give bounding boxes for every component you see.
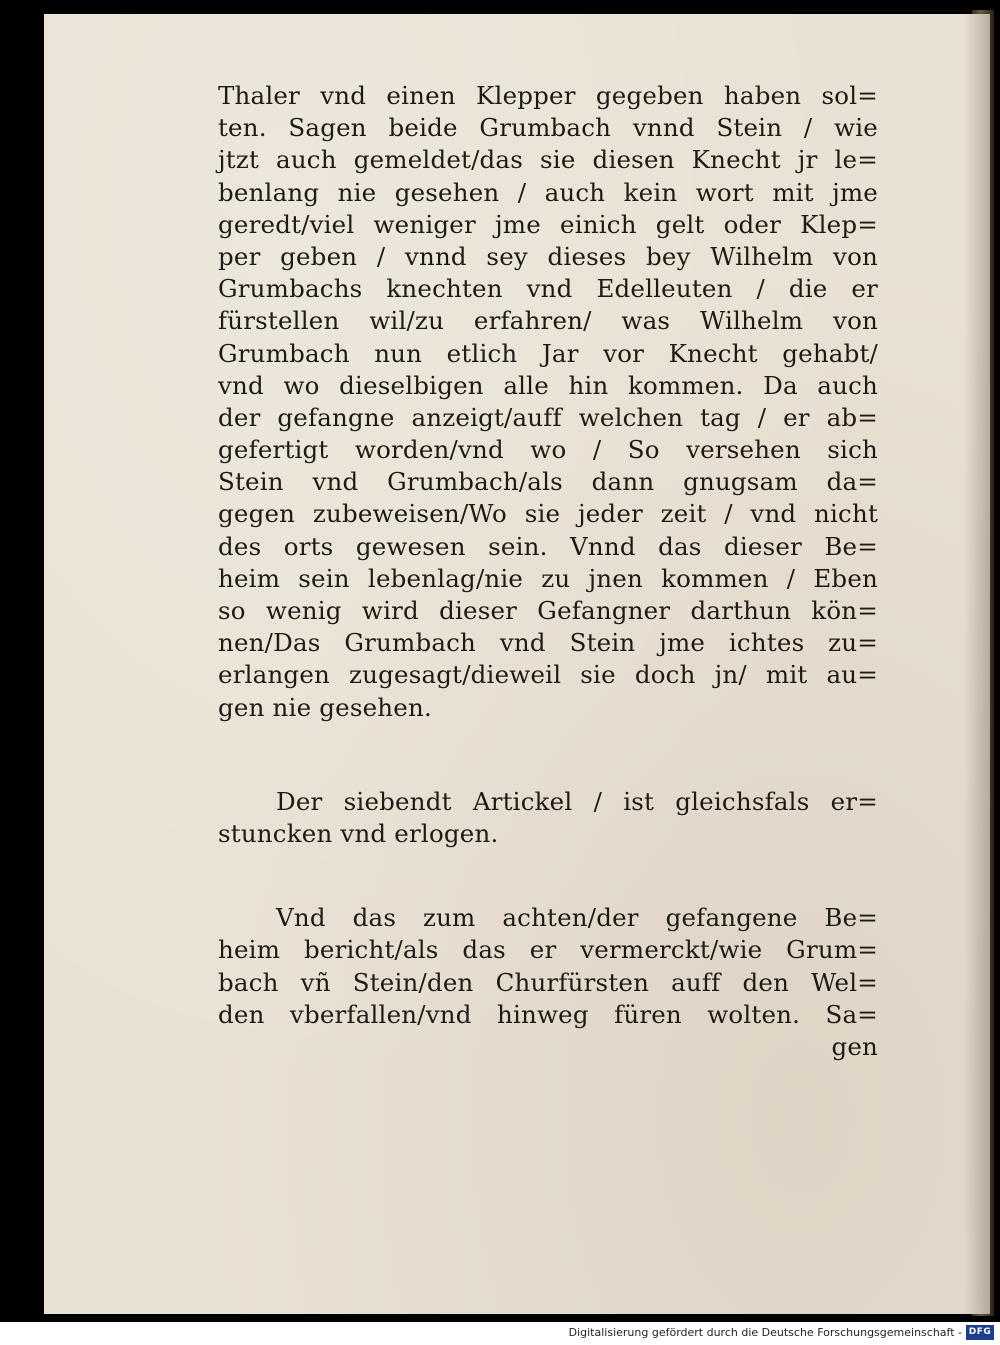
text-line: so wenig wird dieser Gefangner darthun kön= [218, 596, 878, 625]
text-line: per geben / vnnd sey dieses bey Wilhelm von [218, 241, 878, 271]
text-block [218, 80, 878, 1063]
text-line: heim bericht/als das er vermerckt/wie Grum= [218, 935, 878, 965]
text-line: erlangen zugesagt/dieweil sie doch jn/ mit au= [218, 660, 878, 690]
text-line: gefertigt worden/vnd wo / So versehen sich [218, 435, 878, 465]
footer-bar [0, 1322, 1000, 1345]
dfg-logo: DFG [966, 1325, 994, 1340]
text-line: der gefangne anzeigt/auff welchen tag / er ab= [218, 402, 878, 432]
text-line: des orts gewesen sein. Vnnd das dieser Be= [218, 531, 878, 561]
paragraph-spacer [218, 724, 878, 786]
text-line: Vnd das zum achten/der gefangene Be= [276, 903, 878, 933]
text-line: ten. Sagen beide Grumbach vnnd Stein / wie [218, 113, 878, 143]
text-line: nen/Das Grumbach vnd Stein jme ichtes zu= [218, 628, 878, 658]
paragraph-2 [218, 786, 878, 850]
text-line: jtzt auch gemeldet/das sie diesen Knecht jr le= [218, 145, 878, 175]
text-line: fürstellen wil/zu erfahren/ was Wilhelm von [218, 306, 878, 336]
text-line: gegen zubeweisen/Wo sie jeder zeit / vnd nicht [218, 499, 878, 529]
text-line: Der siebendt Artickel / ist gleichsfals er= [276, 786, 878, 816]
catchword: gen [831, 1031, 878, 1061]
text-line: benlang nie gesehen / auch kein wort mit jme [218, 177, 878, 207]
text-line: Grumbach nun etlich Jar vor Knecht gehabt/ [218, 338, 878, 368]
funding-notice: Digitalisierung gefördert durch die Deutsche Forschungsgemeinschaft - [568, 1326, 962, 1339]
paragraph-spacer [218, 850, 878, 902]
text-line: bach vñ Stein/den Churfürsten auff den Wel= [218, 967, 878, 997]
text-line: Grumbachs knechten vnd Edelleuten / die er [218, 274, 878, 304]
text-line: vnd wo dieselbigen alle hin kommen. Da auch [218, 370, 878, 400]
paragraph-1 [218, 80, 878, 724]
text-line: heim sein lebenlag/nie zu jnen kommen / Eben [218, 563, 878, 593]
text-line: Stein vnd Grumbach/als dann gnugsam da= [218, 467, 878, 497]
text-line: gen nie gesehen. [218, 692, 432, 722]
text-line: den vberfallen/vnd hinweg füren wolten. Sa= [218, 999, 878, 1029]
paragraph-3 [218, 902, 878, 1063]
text-line: stuncken vnd erlogen. [218, 818, 499, 848]
text-line: geredt/viel weniger jme einich gelt oder Klep= [218, 209, 878, 239]
gutter-shadow [964, 14, 990, 1314]
text-line: Thaler vnd einen Klepper gegeben haben sol= [218, 81, 878, 110]
